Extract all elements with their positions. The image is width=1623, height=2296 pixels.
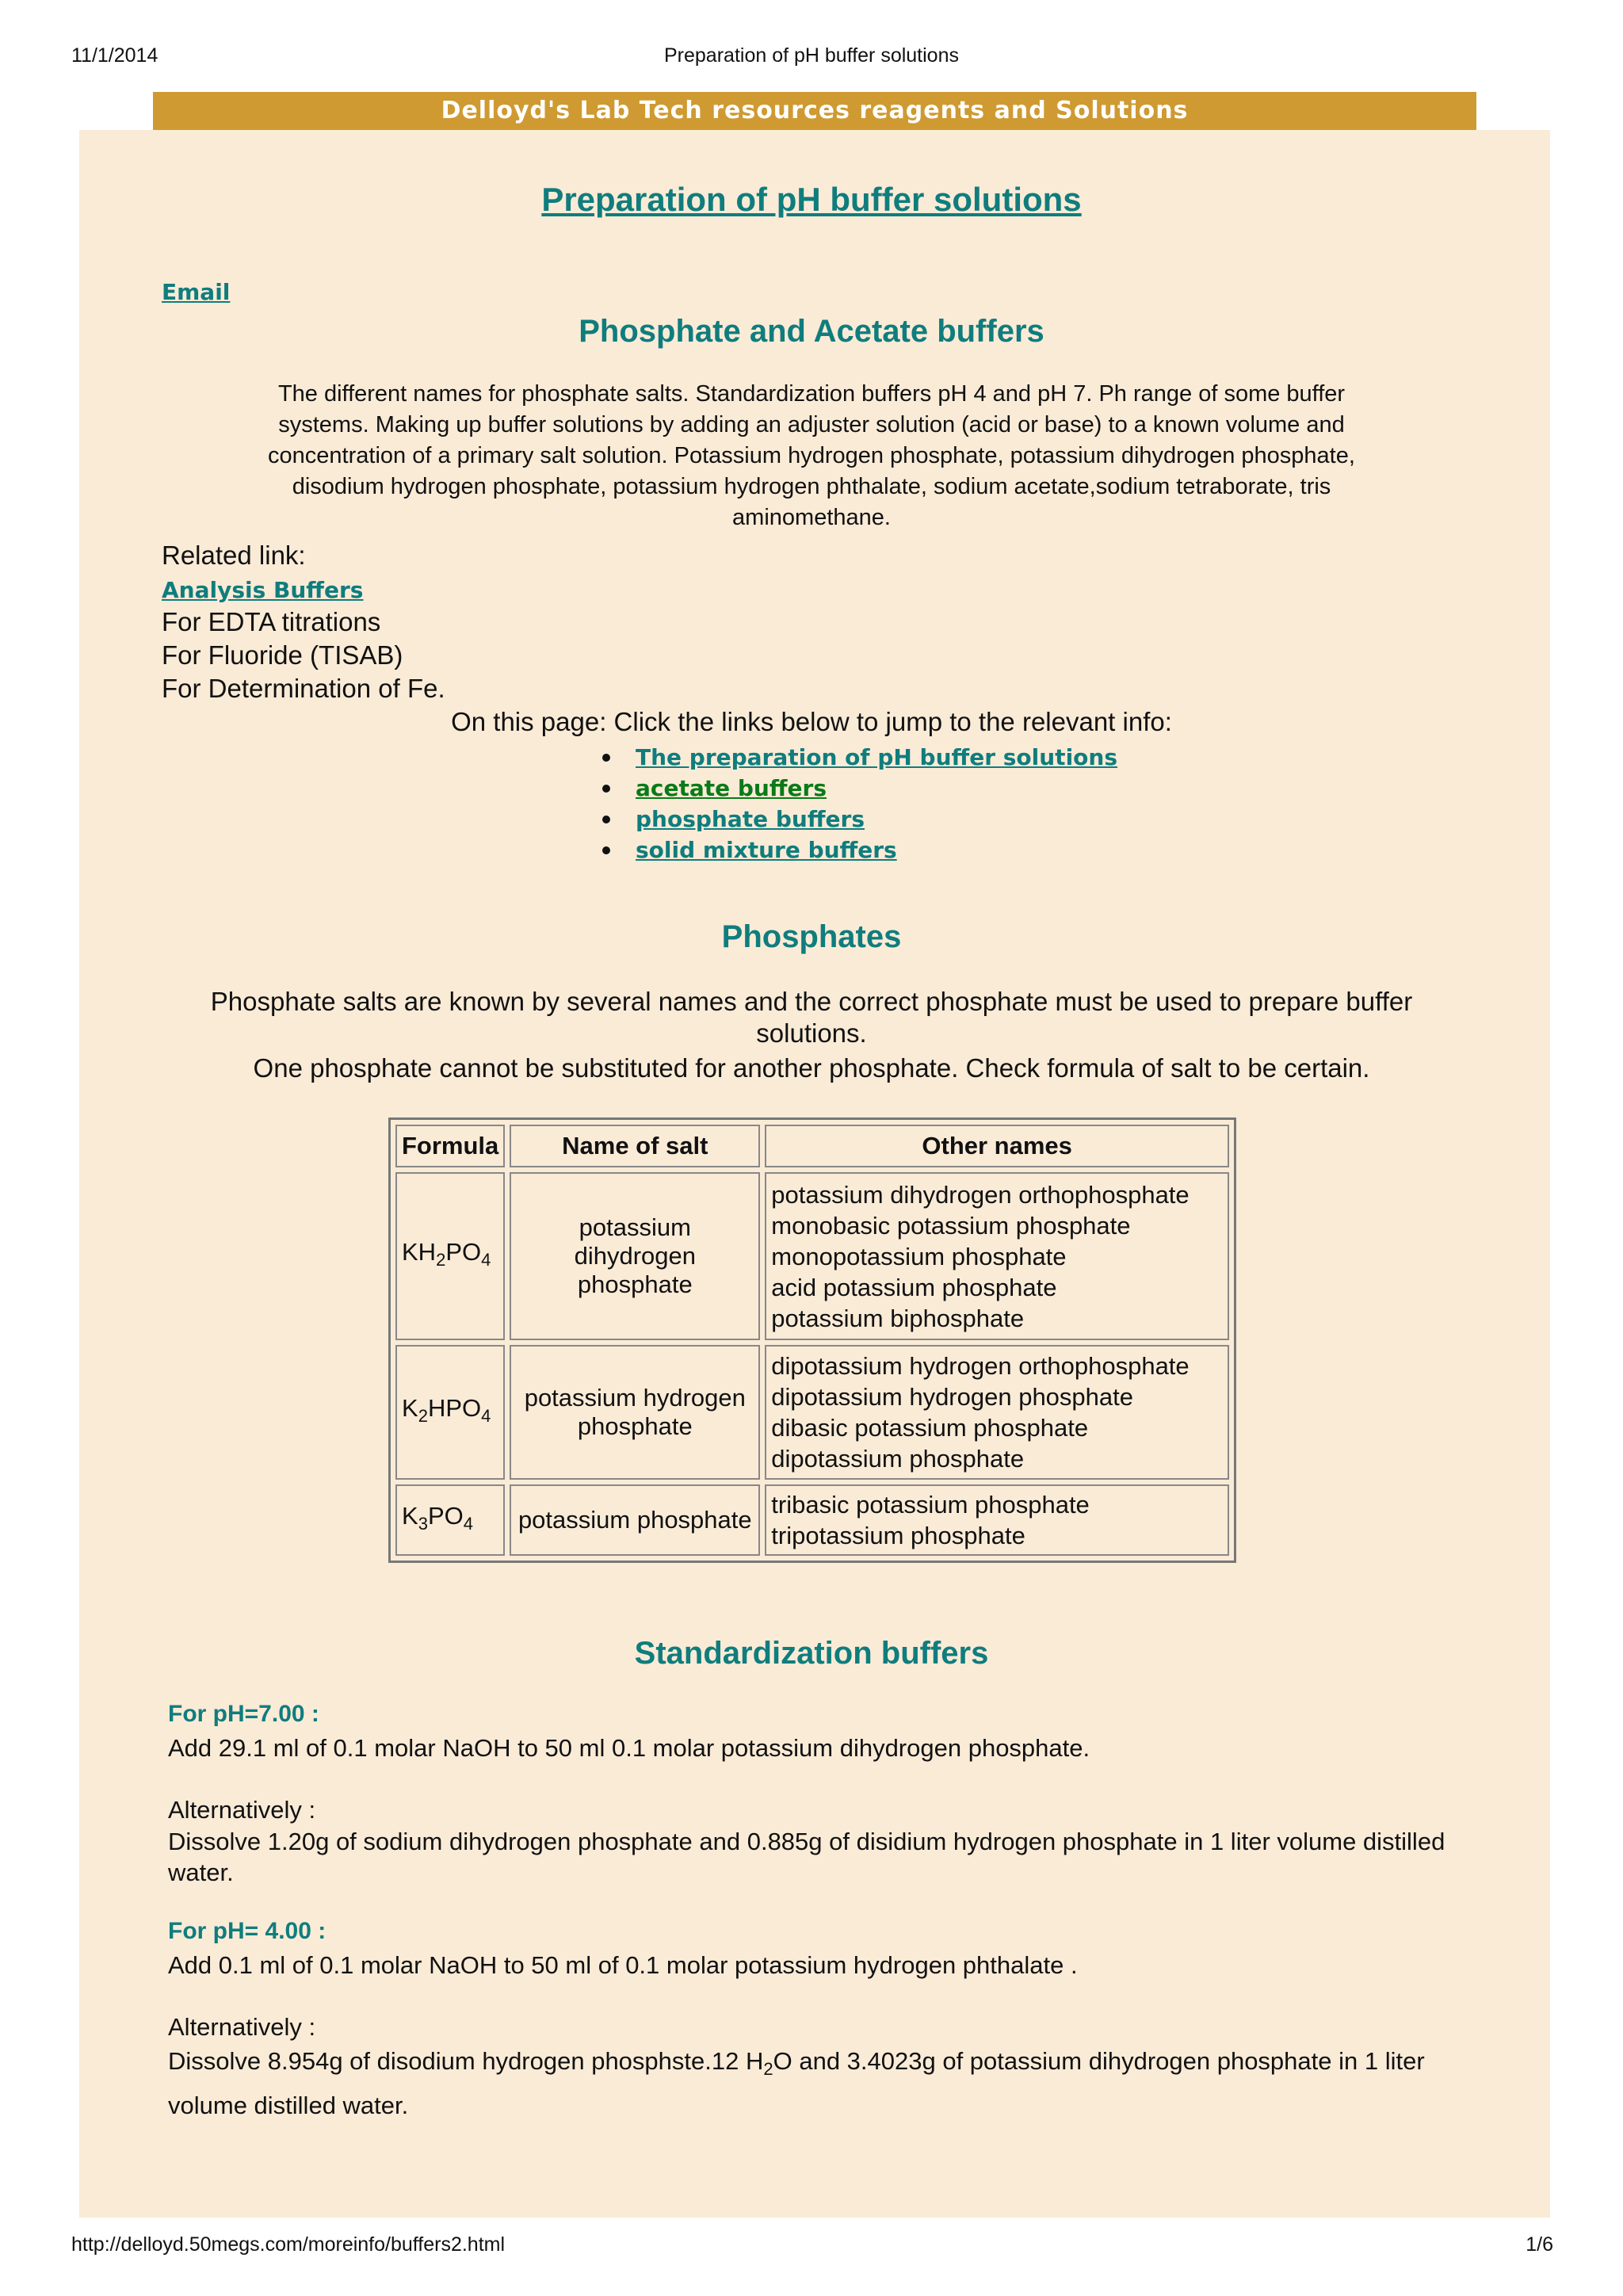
column-header: Name of salt xyxy=(510,1125,760,1167)
phosphates-paragraph-1: Phosphate salts are known by several names and the correct phosphate must be used to prepare buffer solutions. xyxy=(210,987,1413,1048)
related-item: For Fluoride (TISAB) xyxy=(162,640,403,670)
toc-item xyxy=(601,804,1117,835)
alternative-2-text: Dissolve 8.954g of disodium hydrogen phosphste.12 $H_2O$ and 3.4023g of potassium dihydrogen phosphate in 1 liter volume distilled water. xyxy=(168,2047,1425,2120)
toc-item xyxy=(601,835,1117,865)
other-names-cell: dipotassium hydrogen orthophosphate dipotassium hydrogen phosphate dibasic potassium phosphate dipotassium phosphate xyxy=(765,1345,1229,1480)
formula-cell: $K_2HPO_4$ xyxy=(395,1345,505,1480)
ph7-label: For pH=7.00 : xyxy=(168,1701,319,1727)
formula-cell: $KH_2PO_4$ xyxy=(395,1172,505,1340)
intro-paragraph: The different names for phosphate salts. Standardization buffers pH 4 and pH 7. Ph range of some buffer systems. Making up buffer solutions by adding an adjuster solution (acid or base) to a known volume and concentration of a primary salt solution. Potassium hydrogen phosphate, potassium dihydrogen phosphate, disodium hydrogen phosphate, potassium hydrogen phthalate, sodium acetate,sodium tetraborate, tris aminomethane. xyxy=(268,381,1355,530)
column-header: Other names xyxy=(765,1125,1229,1167)
related-item: For Determination of Fe. xyxy=(162,674,445,703)
salt-name-cell: potassium hydrogen phosphate xyxy=(510,1345,760,1480)
analysis-buffers-link[interactable]: Analysis Buffers xyxy=(162,577,364,603)
phosphate-salts-table xyxy=(388,1117,1236,1563)
section-heading: Phosphate and Acetate buffers xyxy=(579,314,1044,349)
print-url: http://delloyd.50megs.com/moreinfo/buffers2.html xyxy=(71,2233,506,2256)
toc-link-acetate[interactable]: acetate buffers xyxy=(636,775,827,801)
print-title: Preparation of pH buffer solutions xyxy=(664,44,959,67)
other-names-cell: tribasic potassium phosphate tripotassium phosphate xyxy=(765,1484,1229,1556)
phosphates-paragraph-2: One phosphate cannot be substituted for another phosphate. Check formula of salt to be certain. xyxy=(253,1053,1370,1083)
toc-link-solid-mixture[interactable]: solid mixture buffers xyxy=(636,837,897,863)
page-title[interactable]: Preparation of pH buffer solutions xyxy=(541,181,1082,218)
standardization-heading: Standardization buffers xyxy=(634,1636,989,1671)
related-item: For EDTA titrations xyxy=(162,607,381,636)
related-label: Related link: xyxy=(162,541,306,570)
formula-cell: $K_3PO_4$ xyxy=(395,1484,505,1556)
email-link[interactable]: Email xyxy=(162,279,231,305)
toc-link-preparation[interactable]: The preparation of pH buffer solutions xyxy=(636,744,1118,770)
page-number: 1/6 xyxy=(1526,2233,1553,2256)
ph7-text: Add 29.1 ml of 0.1 molar NaOH to 50 ml 0.1 molar potassium dihydrogen phosphate. xyxy=(168,1734,1090,1762)
ph4-label: For pH= 4.00 : xyxy=(168,1918,327,1944)
toc-intro: On this page: Click the links below to jump to the relevant info: xyxy=(451,707,1172,736)
column-header: Formula xyxy=(395,1125,505,1167)
phosphates-heading: Phosphates xyxy=(721,919,902,954)
site-banner: Delloyd's Lab Tech resources reagents and Solutions xyxy=(153,92,1476,130)
salt-name-cell: potassium dihydrogen phosphate xyxy=(510,1172,760,1340)
print-date: 11/1/2014 xyxy=(71,44,158,67)
toc-item xyxy=(601,742,1117,773)
table-row xyxy=(395,1484,1229,1556)
ph4-text: Add 0.1 ml of 0.1 molar NaOH to 50 ml of 0.1 molar potassium hydrogen phthalate . xyxy=(168,1951,1078,1979)
toc-link-phosphate[interactable]: phosphate buffers xyxy=(636,806,865,832)
alternatively-label: Alternatively : xyxy=(168,1796,316,1824)
table-header-row xyxy=(395,1125,1229,1167)
toc-item xyxy=(601,773,1117,804)
other-names-cell: potassium dihydrogen orthophosphate monobasic potassium phosphate monopotassium phosphate acid potassium phosphate potassium biphosphate xyxy=(765,1172,1229,1340)
table-row xyxy=(395,1172,1229,1340)
table-row xyxy=(395,1345,1229,1480)
toc-list xyxy=(601,742,1117,865)
salt-name-cell: potassium phosphate xyxy=(510,1484,760,1556)
alternative-1-text: Dissolve 1.20g of sodium dihydrogen phosphate and 0.885g of disidium hydrogen phosphate in 1 liter volume distilled water. xyxy=(168,1828,1445,1886)
alternatively-label: Alternatively : xyxy=(168,2013,316,2041)
